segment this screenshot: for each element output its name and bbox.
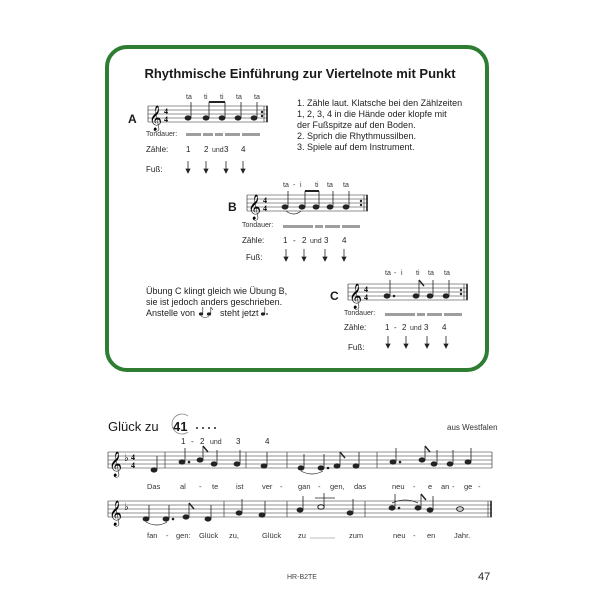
tondauer-label: Tondauer: bbox=[242, 222, 274, 229]
tondauer-bars-c bbox=[385, 313, 462, 316]
syllable: ta bbox=[327, 182, 333, 189]
cd-track-icon bbox=[172, 414, 188, 434]
note-c-line: Übung C klingt gleich wie Übung B, bbox=[146, 286, 288, 296]
page-number: 47 bbox=[478, 571, 491, 583]
lyric: gan bbox=[298, 482, 311, 491]
song-count: - bbox=[191, 437, 194, 446]
inline-rhythm-icon bbox=[199, 307, 213, 318]
treble-clef-icon: 𝄞 bbox=[109, 501, 123, 526]
syllable: ta bbox=[428, 270, 434, 277]
lyric: ver bbox=[262, 482, 273, 491]
lyric: - bbox=[166, 531, 169, 540]
syllable: - bbox=[394, 270, 397, 277]
lyric: fan bbox=[147, 531, 158, 540]
syllable: ti bbox=[220, 94, 224, 101]
count: - bbox=[293, 236, 296, 245]
syllable: ta bbox=[444, 270, 450, 277]
notes-b bbox=[282, 191, 362, 214]
syllable: ta bbox=[254, 94, 260, 101]
syllable: ta bbox=[283, 182, 289, 189]
time-signature: 4 bbox=[164, 115, 168, 124]
tondauer-bars-a bbox=[186, 133, 260, 136]
fuss-label: Fuß: bbox=[348, 343, 365, 352]
fuss-label: Fuß: bbox=[246, 253, 263, 262]
lyric: - bbox=[478, 482, 481, 491]
instruction-line: 3. Spiele auf dem Instrument. bbox=[297, 142, 415, 152]
time-signature: 4 bbox=[263, 196, 267, 205]
song-origin: aus Westfalen bbox=[447, 423, 498, 432]
syllable: ti bbox=[204, 94, 208, 101]
count: 4 bbox=[442, 323, 447, 332]
treble-clef-icon: 𝄞 bbox=[109, 452, 123, 477]
lyric: das bbox=[354, 482, 367, 491]
instruction-line: 1, 2, 3, 4 in die Hände oder klopfe mit bbox=[297, 109, 447, 119]
lyric: ge bbox=[464, 482, 473, 491]
rhythm-pictogram-icon bbox=[196, 427, 216, 429]
song-number: 41 bbox=[173, 419, 188, 434]
lyric: zum bbox=[349, 531, 364, 540]
song-count: 2 bbox=[200, 437, 205, 446]
lyric: en bbox=[427, 531, 436, 540]
lyric: - bbox=[452, 482, 455, 491]
treble-clef-icon: 𝄞 bbox=[149, 106, 163, 131]
syllable: ta bbox=[236, 94, 242, 101]
song-title: Glück zu bbox=[108, 419, 159, 434]
notes-c bbox=[384, 280, 462, 298]
flat-icon: ♭ bbox=[124, 453, 129, 464]
lyric: - bbox=[318, 482, 321, 491]
lyric: Glück bbox=[199, 531, 219, 540]
count: - bbox=[394, 323, 397, 332]
instruction-line: 2. Sprich die Rhythmussilben. bbox=[297, 131, 417, 141]
syllable: i bbox=[300, 182, 302, 189]
tondauer-bars-b bbox=[283, 225, 360, 228]
lyric: an bbox=[441, 482, 450, 491]
syllable: ta bbox=[343, 182, 349, 189]
count: 3 bbox=[324, 236, 329, 245]
syllable: - bbox=[293, 182, 296, 189]
exercise-c-label: C bbox=[330, 289, 339, 303]
lyric: zu, bbox=[229, 531, 240, 540]
time-signature: 4 bbox=[164, 107, 168, 116]
count: und bbox=[212, 147, 224, 154]
time-signature: 4 bbox=[364, 293, 368, 302]
fuss-label: Fuß: bbox=[146, 165, 163, 174]
syllable: ta bbox=[385, 270, 391, 277]
lyric: Glück bbox=[262, 531, 282, 540]
syllable: ti bbox=[416, 270, 420, 277]
zaehle-label: Zähle: bbox=[242, 236, 265, 245]
treble-clef-icon: 𝄞 bbox=[248, 195, 262, 220]
syllable: ti bbox=[315, 182, 319, 189]
instruction-line: der Fußspitze auf den Boden. bbox=[297, 120, 416, 130]
tondauer-label: Tondauer: bbox=[146, 131, 178, 138]
instruction-line: 1. Zähle laut. Klatsche bei den Zählzeiten bbox=[297, 98, 463, 108]
lyric: - bbox=[413, 531, 416, 540]
syllable: i bbox=[401, 270, 403, 277]
count: 4 bbox=[342, 236, 347, 245]
tondauer-label: Tondauer: bbox=[344, 310, 376, 317]
lyric: Das bbox=[147, 482, 161, 491]
zaehle-label: Zähle: bbox=[344, 323, 367, 332]
lyric: e bbox=[428, 482, 433, 491]
box-title: Rhythmische Einführung zur Viertelnote mit Punkt bbox=[144, 66, 456, 81]
count: 4 bbox=[241, 145, 246, 154]
lyric: - bbox=[280, 482, 283, 491]
syllable: ta bbox=[186, 94, 192, 101]
zaehle-label: Zähle: bbox=[146, 145, 169, 154]
notes-a bbox=[185, 102, 263, 120]
song-count: 1 bbox=[181, 437, 186, 446]
lyric: ist bbox=[236, 482, 244, 491]
treble-clef-icon: 𝄞 bbox=[349, 284, 363, 309]
foot-arrows-c bbox=[386, 336, 448, 348]
time-signature: 4 bbox=[131, 461, 135, 470]
foot-arrows-b bbox=[284, 249, 346, 261]
lyric: neu bbox=[393, 531, 406, 540]
song-count: 4 bbox=[265, 437, 270, 446]
count: 1 bbox=[283, 236, 288, 245]
count: 1 bbox=[186, 145, 191, 154]
count: 2 bbox=[204, 145, 209, 154]
time-signature: 4 bbox=[131, 453, 135, 462]
time-signature: 4 bbox=[364, 285, 368, 294]
count: 3 bbox=[424, 323, 429, 332]
count: und bbox=[310, 238, 322, 245]
count: 2 bbox=[402, 323, 407, 332]
count: 1 bbox=[385, 323, 390, 332]
song-count: 3 bbox=[236, 437, 241, 446]
song-count: und bbox=[210, 439, 222, 446]
note-c-line: steht jetzt bbox=[220, 308, 259, 318]
lyric: - bbox=[413, 482, 416, 491]
exercise-a-label: A bbox=[128, 112, 137, 126]
lyric: gen, bbox=[330, 482, 345, 491]
count: und bbox=[410, 325, 422, 332]
foot-arrows-a bbox=[186, 161, 245, 173]
lyric: - bbox=[199, 482, 202, 491]
time-signature: 4 bbox=[263, 204, 267, 213]
flat-icon: ♭ bbox=[124, 502, 129, 513]
count: 3 bbox=[224, 145, 229, 154]
lyric: te bbox=[212, 482, 219, 491]
note-c-line: sie ist jedoch anders geschrieben. bbox=[146, 297, 283, 307]
note-c-line: Anstelle von bbox=[146, 308, 196, 318]
lyric: gen: bbox=[176, 531, 191, 540]
lyric: al bbox=[180, 482, 186, 491]
lyric: Jahr. bbox=[454, 531, 471, 540]
exercise-b-label: B bbox=[228, 200, 237, 214]
count: 2 bbox=[302, 236, 307, 245]
footer-code: HR-B2TE bbox=[287, 574, 317, 581]
lyric: zu bbox=[298, 531, 306, 540]
dotted-quarter-icon bbox=[261, 307, 267, 315]
lyric: neu bbox=[392, 482, 405, 491]
